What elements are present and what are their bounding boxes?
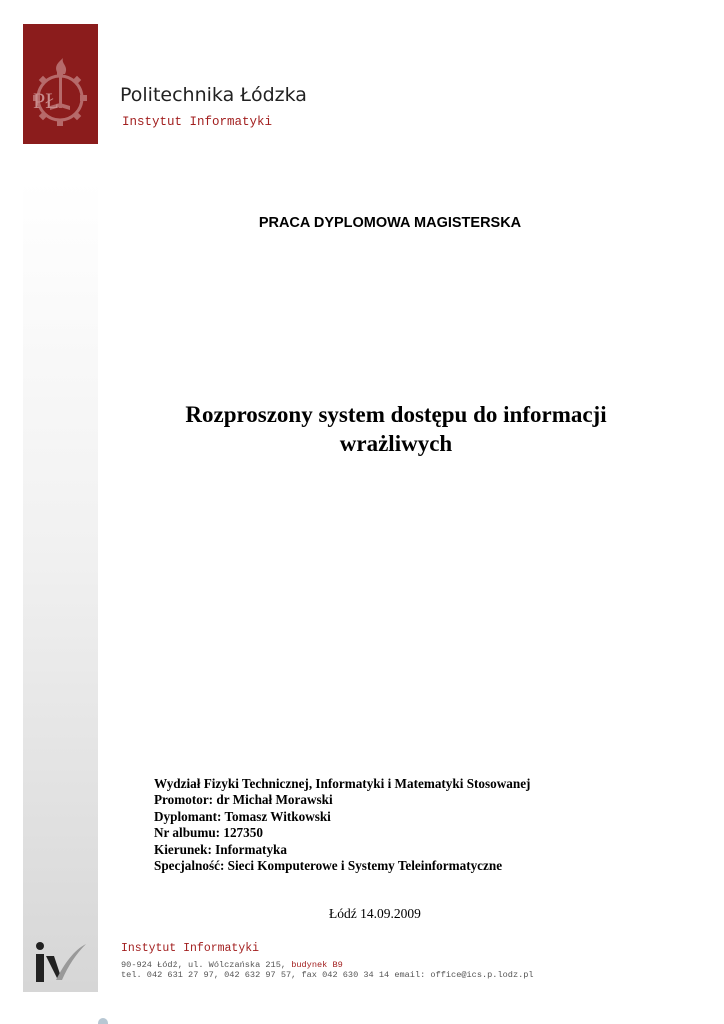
thesis-type: PRACA DYPLOMOWA MAGISTERSKA <box>258 215 522 231</box>
university-name: Politechnika Łódzka <box>120 84 307 106</box>
institute-name: Instytut Informatyki <box>122 115 273 129</box>
faculty: Wydział Fizyki Technicznej, Informatyki i Matematyki Stosowanej <box>154 776 531 791</box>
page-edge-mark <box>98 1018 108 1024</box>
thesis-title-line-1: Rozproszony system dostępu do informacji <box>185 402 607 427</box>
place-date: Łódź 14.09.2009 <box>329 906 421 921</box>
thesis-title <box>150 400 642 458</box>
footer-address <box>121 960 343 970</box>
footer-address-building: budynek B9 <box>291 960 343 970</box>
footer-institute-name: Instytut Informatyki <box>121 942 260 955</box>
logo-letters: PŁ <box>33 88 59 113</box>
decorative-sidebar <box>23 180 98 992</box>
thesis-title-line-2: wrażliwych <box>339 431 453 456</box>
thesis-details <box>154 776 530 874</box>
album-number: Nr albumu: 127350 <box>154 825 263 841</box>
institute-logo <box>34 940 88 989</box>
field-of-study: Kierunek: Informatyka <box>154 841 287 857</box>
university-logo-icon <box>23 24 98 144</box>
author: Dyplomant: Tomasz Witkowski <box>154 808 331 824</box>
institute-logo-icon <box>34 940 88 984</box>
supervisor: Promotor: dr Michał Morawski <box>154 792 333 808</box>
footer-contact: tel. 042 631 27 97, 042 632 97 57, fax 042 630 34 14 email: office@ics.p.lodz.pl <box>121 970 534 980</box>
university-logo <box>23 24 98 144</box>
specialization: Specjalność: Sieci Komputerowe i Systemy Teleinformatyczne <box>154 858 503 874</box>
footer-address-main: 90-924 Łódź, ul. Wólczańska 215, <box>121 960 292 970</box>
